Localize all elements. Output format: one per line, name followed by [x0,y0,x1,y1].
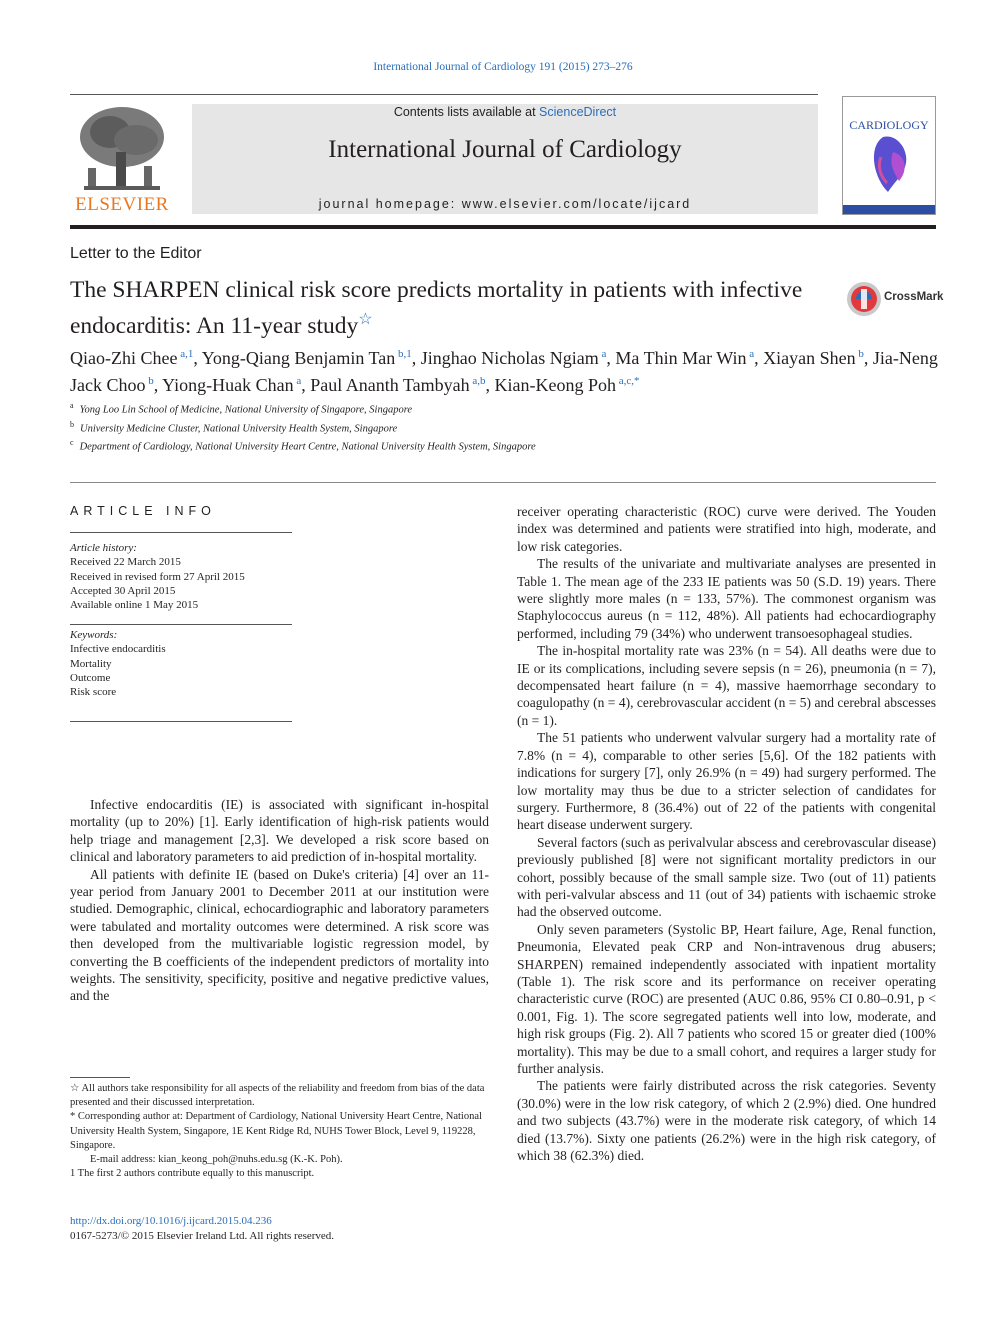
masthead-rule [70,225,936,229]
journal-citation[interactable]: International Journal of Cardiology 191 (2015) 273–276 [373,61,633,73]
paragraph: The in-hospital mortality rate was 23% (n = 54). All deaths were due to IE or its complications, including severe sepsis (n = 26), pneumonia (n = 7), decompensated heart failure (n = 4), massive haemorrhage secondary to coagulopathy (n = 4), cerebrovascular accident (n = 5) and cerebral abscesses (n = 1). [517,643,936,728]
author-affiliation-mark[interactable]: b,1 [395,348,412,360]
journal-cover-image [842,96,936,215]
contents-prefix: Contents lists available at [393,105,540,119]
author-affiliation-mark[interactable]: b [855,348,864,360]
keyword-item: Risk score [70,686,117,699]
author-name: Jia-Neng Jack Choo [70,348,938,395]
sciencedirect-link[interactable]: ScienceDirect [539,105,617,119]
author-name: Yong-Qiang Benjamin Tan [201,348,396,368]
doi-link[interactable]: http://dx.doi.org/10.1016/j.ijcard.2015.04.236 [70,1215,272,1227]
author-separator: , [411,348,421,368]
footnotes [70,1082,490,1181]
author-separator: , [863,348,873,368]
article-title [70,275,810,341]
keywords [70,628,292,699]
affiliations [70,399,930,455]
author-affiliation-mark[interactable]: a [598,348,607,360]
article-history [70,541,292,612]
paragraph: The results of the univariate and multivariate analyses are presented in Table 1. The mean age of the 233 IE patients was 50 (S.D. 19) years. There were slightly more males (n = 133, 57%). The commonest organism was Staphylococcus aureus (n = 112, 48%). All patients had echocardiography performed, including 79 (34%) who underwent transoesophageal studies. [517,556,936,641]
footnote: 1 The first 2 authors contribute equally to this manuscript. [70,1168,315,1180]
paragraph: The patients were fairly distributed across the risk categories. Seventy (30.0%) were in the low risk category, of which 2 (2.9%) died. One hundred and two subjects (43.7%) were in the moderate risk category, of which 14 died (13.7%). Sixty one patients (26.2%) were in the high risk category, of which 38 (62.3%) died. [517,1078,936,1164]
history-item: Available online 1 May 2015 [70,599,199,612]
author-name: Qiao-Zhi Chee [70,348,178,368]
body-right-column [517,503,936,1164]
journal-homepage[interactable]: journal homepage: www.elsevier.com/locate/ijcard [318,197,692,211]
keyword-item: Infective endocarditis [70,643,166,656]
paragraph: receiver operating characteristic (ROC) curve were derived. The Youden index was determined and patients were stratified into high, moderate, and low risk categories. [517,504,936,554]
crossmark-label[interactable]: CrossMark [884,291,944,303]
page-footer [70,1214,334,1244]
author-name: Jinghao Nicholas Ngiam [420,348,599,368]
header-rule [70,94,818,95]
author-affiliation-mark[interactable]: a,b [469,375,486,387]
history-item: Received 22 March 2015 [70,556,181,569]
author-separator: , [754,348,764,368]
contents-line [192,105,818,119]
author-name: Kian-Keong Poh [494,375,616,395]
paragraph: Several factors (such as perivalvular abscess and cerebrovascular disease) previously published [8] were not significant mortality predictors in our cohort, possibly because of the small sample size. Two (out of 11) patients with peri-valvular abscess and 11 (out of 34) patients with ischaemic stroke had the observed outcome. [517,834,936,920]
affiliation-a: $^a$ Yong Loo Lin School of Medicine, National University of Singapore, Singapore [70,401,413,416]
article-info-heading: ARTICLE INFO [70,504,216,518]
title-footnote-mark[interactable]: ☆ [358,311,373,328]
article-type: Letter to the Editor [70,245,202,262]
cover-heart-icon [843,97,935,214]
keyword-item: Mortality [70,657,112,670]
section-rule [70,482,936,483]
affiliation-b: $^b$ University Medicine Cluster, National University Health System, Singapore [70,419,398,434]
footnote: * Corresponding author at: Department of Cardiology, National University Heart Centre, National University Health System, Singapore, 1E Kent Ridge Rd, NUHS Tower Block, Level 9, 119228, Singapore. [70,1111,482,1151]
author-separator: , [193,348,202,368]
keywords-label: Keywords: [70,629,118,641]
author-affiliation-mark[interactable]: a,c,* [615,375,640,387]
author-name: Paul Ananth Tambyah [310,375,470,395]
author-separator: , [485,375,495,395]
author-separator: , [301,375,311,395]
paragraph: Only seven parameters (Systolic BP, Heart failure, Age, Renal function, Pneumonia, Elevated peak CRP and Non-intravenous drug abusers; SHARPEN) remained independently associated with inpatient mortality (Table 1). The risk score and its performance on receiver operating characteristic curve (ROC) are presented (AUC 0.86, 95% CI 0.80–0.91, p < 0.001, Fig. 1). The score segregated patients well into low, moderate, and high risk groups (Fig. 2). All 7 patients who scored 15 or greater died (100% mortality). This may be due to a small cohort, and requires a larger study for further analysis. [517,921,936,1076]
author-separator: , [153,375,163,395]
history-item: Accepted 30 April 2015 [70,584,176,597]
keyword-item: Outcome [70,671,111,684]
author-affiliation-mark[interactable]: a [746,348,755,360]
paragraph: Infective endocarditis (IE) is associated with significant in-hospital mortality (up to 20%) [1]. Early identification of high-risk patients would help triage and management [2,3]. We developed a risk score based on clinical and laboratory parameters to aid prediction of in-hospital mortality. [70,797,489,865]
article-info-rule-bottom [70,721,292,722]
cover-title: CARDIOLOGY [849,118,929,132]
footnote-email[interactable]: E-mail address: kian_keong_poh@nuhs.edu.sg (K.-K. Poh). [90,1154,343,1166]
history-label: Article history: [70,542,137,554]
copyright: 0167-5273/© 2015 Elsevier Ireland Ltd. All rights reserved. [70,1230,335,1242]
history-item: Received in revised form 27 April 2015 [70,570,245,583]
crossmark-icon[interactable] [846,281,882,317]
journal-title: International Journal of Cardiology [328,136,682,163]
article-info-rule-top [70,532,292,533]
publisher-wordmark: ELSEVIER [75,194,169,215]
author-affiliation-mark[interactable]: a [293,375,302,387]
article-title-text: The SHARPEN clinical risk score predicts mortality in patients with infective endocarditis: An 11-year study [70,277,803,339]
author-affiliation-mark[interactable]: a,1 [177,348,194,360]
footnote: ☆ All authors take responsibility for all aspects of the reliability and freedom from bias of the data presented and their discussed interpretation. [70,1083,485,1109]
author-separator: , [606,348,616,368]
article-info-rule-mid [70,624,292,625]
author-name: Xiayan Shen [763,348,856,368]
paragraph: All patients with definite IE (based on Duke's criteria) [4] over an 11-year period from January 2001 to December 2011 at our institution were studied. Demographic, clinical, echocardiographic and laboratory parameters were tabulated and mortality outcomes were determined. A risk score was then developed from the multivariable logistic regression model, by converting the B coefficients of the independent predictors of mortality into weights. The sensitivity, specificity, positive and negative predictive values, and the [70,866,489,1004]
affiliation-c: $^c$ Department of Cardiology, National University Heart Centre, National University Health System, Singapore [70,438,536,453]
body-left-column [70,796,489,1005]
author-affiliation-mark[interactable]: b [145,375,154,387]
paragraph: The 51 patients who underwent valvular surgery had a mortality rate of 7.8% (n = 4), comparable to other series [5,6]. Of the 182 patients with indications for surgery [7], only 26.9% (n = 49) had surgery performed. The low mortality may thus be due to a stricter selection of candidates for surgery. Furthermore, 8 (36.4%) out of 22 of the patients with congenital heart disease underwent surgery. [517,730,936,833]
footnote-rule [70,1077,130,1078]
author-name: Ma Thin Mar Win [615,348,747,368]
author-list [70,343,940,397]
author-name: Yiong-Huak Chan [162,375,294,395]
